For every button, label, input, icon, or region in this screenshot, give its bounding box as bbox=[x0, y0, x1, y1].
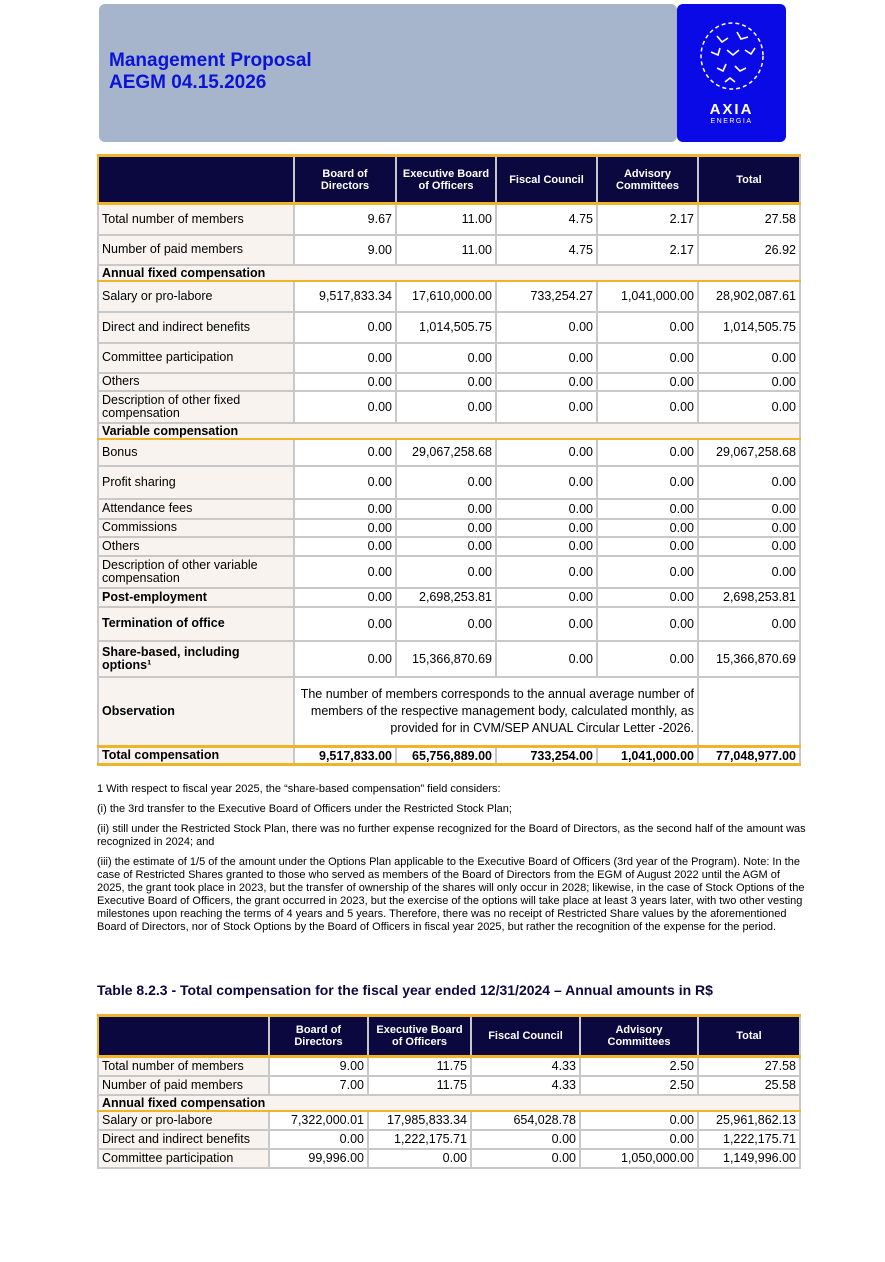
cell-value: 0.00 bbox=[294, 466, 396, 499]
cell-value: 1,050,000.00 bbox=[580, 1149, 698, 1168]
row-label: Committee participation bbox=[98, 1149, 269, 1168]
cell-value: 733,254.27 bbox=[496, 281, 597, 312]
cell-value: 0.00 bbox=[396, 556, 496, 588]
cell-value: 0.00 bbox=[597, 373, 698, 391]
cell-value: 26.92 bbox=[698, 235, 800, 265]
row-label: Termination of office bbox=[98, 607, 294, 641]
table-row bbox=[98, 607, 800, 641]
observation-blank bbox=[698, 677, 800, 747]
cell-value: 7,322,000.01 bbox=[269, 1111, 368, 1130]
cell-value: 0.00 bbox=[597, 641, 698, 677]
cell-value: 0.00 bbox=[496, 466, 597, 499]
observation-text: The number of members corresponds to the annual average number of members of the respective management body, calculated monthly, as provided for in CVM/SEP ANUAL Circular Letter -2026. bbox=[294, 677, 698, 747]
cell-value: 4.33 bbox=[471, 1076, 580, 1095]
column-header: Total bbox=[698, 1016, 800, 1057]
table-row bbox=[98, 204, 800, 235]
cell-value: 0.00 bbox=[496, 607, 597, 641]
cell-value: 2.50 bbox=[580, 1076, 698, 1095]
table-row bbox=[98, 588, 800, 607]
table-row bbox=[98, 1130, 800, 1149]
column-header: Advisory Committees bbox=[580, 1016, 698, 1057]
cell-value: 0.00 bbox=[580, 1111, 698, 1130]
table-row bbox=[98, 439, 800, 466]
cell-value: 0.00 bbox=[294, 556, 396, 588]
cell-value: 11.00 bbox=[396, 235, 496, 265]
cell-value: 0.00 bbox=[698, 499, 800, 519]
cell-value: 1,041,000.00 bbox=[597, 281, 698, 312]
cell-value: 99,996.00 bbox=[269, 1149, 368, 1168]
table-row bbox=[98, 1111, 800, 1130]
row-label: Salary or pro-labore bbox=[98, 281, 294, 312]
cell-value: 0.00 bbox=[496, 641, 597, 677]
row-label: Total number of members bbox=[98, 204, 294, 235]
globe-icon bbox=[697, 22, 767, 94]
document-title bbox=[109, 50, 312, 94]
cell-value: 15,366,870.69 bbox=[698, 641, 800, 677]
header-blank bbox=[98, 156, 294, 204]
cell-value: 0.00 bbox=[698, 373, 800, 391]
cell-value: 654,028.78 bbox=[471, 1111, 580, 1130]
compensation-table-2024 bbox=[97, 1014, 801, 1169]
cell-value: 0.00 bbox=[496, 373, 597, 391]
cell-value: 2.17 bbox=[597, 204, 698, 235]
cell-value: 0.00 bbox=[496, 556, 597, 588]
row-label: Share-based, including options¹ bbox=[98, 641, 294, 677]
header-banner bbox=[99, 4, 677, 142]
cell-value: 0.00 bbox=[698, 519, 800, 537]
cell-value: 1,149,996.00 bbox=[698, 1149, 800, 1168]
row-label: Bonus bbox=[98, 439, 294, 466]
cell-value: 0.00 bbox=[294, 641, 396, 677]
logo-subtitle: ENERGIA bbox=[710, 118, 753, 125]
cell-value: 0.00 bbox=[698, 466, 800, 499]
cell-value: 0.00 bbox=[597, 519, 698, 537]
table-row bbox=[98, 537, 800, 556]
column-header: Board of Directors bbox=[294, 156, 396, 204]
cell-value: 4.75 bbox=[496, 235, 597, 265]
table-row bbox=[98, 1076, 800, 1095]
footnote: 1 With respect to fiscal year 2025, the “share-based compensation” field considers: bbox=[97, 783, 501, 795]
row-label: Others bbox=[98, 537, 294, 556]
table-row bbox=[98, 391, 800, 423]
cell-value: 0.00 bbox=[294, 343, 396, 373]
cell-value: 0.00 bbox=[471, 1130, 580, 1149]
table-row bbox=[98, 641, 800, 677]
section-row bbox=[98, 1095, 800, 1111]
cell-value: 0.00 bbox=[496, 343, 597, 373]
cell-value: 0.00 bbox=[396, 607, 496, 641]
row-label: Total number of members bbox=[98, 1057, 269, 1076]
cell-value: 0.00 bbox=[294, 391, 396, 423]
cell-value: 0.00 bbox=[496, 439, 597, 466]
table-header-row bbox=[98, 156, 800, 204]
cell-value: 9.00 bbox=[294, 235, 396, 265]
table2-title: Table 8.2.3 - Total compensation for the fiscal year ended 12/31/2024 – Annual amounts in R$ bbox=[97, 982, 713, 998]
row-label: Variable compensation bbox=[98, 423, 800, 439]
cell-value: 0.00 bbox=[294, 312, 396, 343]
table-row bbox=[98, 556, 800, 588]
cell-value: 0.00 bbox=[396, 391, 496, 423]
cell-value: 0.00 bbox=[496, 312, 597, 343]
axia-logo bbox=[677, 4, 786, 142]
header-blank bbox=[98, 1016, 269, 1057]
total-value: 65,756,889.00 bbox=[396, 747, 496, 765]
cell-value: 0.00 bbox=[597, 439, 698, 466]
cell-value: 0.00 bbox=[269, 1130, 368, 1149]
total-value: 733,254.00 bbox=[496, 747, 597, 765]
cell-value: 0.00 bbox=[597, 607, 698, 641]
cell-value: 0.00 bbox=[496, 537, 597, 556]
table-row bbox=[98, 281, 800, 312]
observation-row bbox=[98, 677, 800, 747]
cell-value: 29,067,258.68 bbox=[396, 439, 496, 466]
row-label: Description of other fixed compensation bbox=[98, 391, 294, 423]
total-value: 1,041,000.00 bbox=[597, 747, 698, 765]
cell-value: 17,610,000.00 bbox=[396, 281, 496, 312]
cell-value: 0.00 bbox=[471, 1149, 580, 1168]
cell-value: 0.00 bbox=[396, 373, 496, 391]
cell-value: 9,517,833.34 bbox=[294, 281, 396, 312]
cell-value: 0.00 bbox=[294, 607, 396, 641]
table-row bbox=[98, 312, 800, 343]
table-header-row bbox=[98, 1016, 800, 1057]
cell-value: 17,985,833.34 bbox=[368, 1111, 471, 1130]
row-label: Number of paid members bbox=[98, 1076, 269, 1095]
cell-value: 0.00 bbox=[294, 519, 396, 537]
cell-value: 0.00 bbox=[396, 499, 496, 519]
total-value: 77,048,977.00 bbox=[698, 747, 800, 765]
compensation-table-2025 bbox=[97, 154, 801, 766]
row-label: Others bbox=[98, 373, 294, 391]
cell-value: 1,222,175.71 bbox=[698, 1130, 800, 1149]
total-row bbox=[98, 747, 800, 765]
row-label: Salary or pro-labore bbox=[98, 1111, 269, 1130]
cell-value: 0.00 bbox=[294, 537, 396, 556]
cell-value: 0.00 bbox=[396, 343, 496, 373]
table-row bbox=[98, 235, 800, 265]
cell-value: 0.00 bbox=[698, 607, 800, 641]
title-line-2: AEGM 04.15.2026 bbox=[109, 72, 267, 93]
row-label: Direct and indirect benefits bbox=[98, 312, 294, 343]
cell-value: 4.75 bbox=[496, 204, 597, 235]
cell-value: 0.00 bbox=[597, 343, 698, 373]
cell-value: 11.75 bbox=[368, 1076, 471, 1095]
cell-value: 0.00 bbox=[597, 466, 698, 499]
cell-value: 2.17 bbox=[597, 235, 698, 265]
row-label: Number of paid members bbox=[98, 235, 294, 265]
column-header: Advisory Committees bbox=[597, 156, 698, 204]
cell-value: 27.58 bbox=[698, 204, 800, 235]
total-label: Total compensation bbox=[98, 747, 294, 765]
row-label: Annual fixed compensation bbox=[98, 265, 800, 281]
table-row bbox=[98, 1057, 800, 1076]
row-label: Post-employment bbox=[98, 588, 294, 607]
cell-value: 0.00 bbox=[396, 519, 496, 537]
cell-value: 0.00 bbox=[597, 588, 698, 607]
cell-value: 0.00 bbox=[597, 312, 698, 343]
section-row bbox=[98, 423, 800, 439]
column-header: Total bbox=[698, 156, 800, 204]
section-row bbox=[98, 265, 800, 281]
cell-value: 0.00 bbox=[698, 556, 800, 588]
cell-value: 0.00 bbox=[396, 466, 496, 499]
cell-value: 4.33 bbox=[471, 1057, 580, 1076]
row-label: Direct and indirect benefits bbox=[98, 1130, 269, 1149]
cell-value: 27.58 bbox=[698, 1057, 800, 1076]
row-label: Attendance fees bbox=[98, 499, 294, 519]
cell-value: 0.00 bbox=[698, 343, 800, 373]
cell-value: 0.00 bbox=[597, 537, 698, 556]
cell-value: 2.50 bbox=[580, 1057, 698, 1076]
cell-value: 0.00 bbox=[396, 537, 496, 556]
cell-value: 0.00 bbox=[496, 391, 597, 423]
row-label: Description of other variable compensation bbox=[98, 556, 294, 588]
cell-value: 9.00 bbox=[269, 1057, 368, 1076]
cell-value: 2,698,253.81 bbox=[396, 588, 496, 607]
cell-value: 0.00 bbox=[294, 588, 396, 607]
footnote: (i) the 3rd transfer to the Executive Board of Officers under the Restricted Stock Plan; bbox=[97, 803, 512, 815]
cell-value: 28,902,087.61 bbox=[698, 281, 800, 312]
cell-value: 9.67 bbox=[294, 204, 396, 235]
column-header: Board of Directors bbox=[269, 1016, 368, 1057]
cell-value: 0.00 bbox=[294, 373, 396, 391]
observation-label: Observation bbox=[98, 677, 294, 747]
table-row bbox=[98, 1149, 800, 1168]
cell-value: 0.00 bbox=[496, 499, 597, 519]
cell-value: 0.00 bbox=[580, 1130, 698, 1149]
cell-value: 2,698,253.81 bbox=[698, 588, 800, 607]
table-row bbox=[98, 499, 800, 519]
row-label: Commissions bbox=[98, 519, 294, 537]
title-line-1: Management Proposal bbox=[109, 50, 312, 71]
footnote: (ii) still under the Restricted Stock Plan, there was no further expense recognized for the Board of Directors, as the second half of the amount was recognized in 2024; and bbox=[97, 823, 806, 848]
cell-value: 11.75 bbox=[368, 1057, 471, 1076]
cell-value: 0.00 bbox=[368, 1149, 471, 1168]
cell-value: 0.00 bbox=[597, 391, 698, 423]
row-label: Profit sharing bbox=[98, 466, 294, 499]
total-value: 9,517,833.00 bbox=[294, 747, 396, 765]
footnotes bbox=[97, 783, 807, 941]
column-header: Executive Board of Officers bbox=[396, 156, 496, 204]
cell-value: 1,014,505.75 bbox=[698, 312, 800, 343]
cell-value: 1,222,175.71 bbox=[368, 1130, 471, 1149]
cell-value: 25.58 bbox=[698, 1076, 800, 1095]
table-row bbox=[98, 343, 800, 373]
cell-value: 15,366,870.69 bbox=[396, 641, 496, 677]
cell-value: 0.00 bbox=[496, 519, 597, 537]
logo-name: AXIA bbox=[709, 101, 754, 118]
row-label: Committee participation bbox=[98, 343, 294, 373]
table-row bbox=[98, 519, 800, 537]
column-header: Fiscal Council bbox=[471, 1016, 580, 1057]
column-header: Executive Board of Officers bbox=[368, 1016, 471, 1057]
row-label: Annual fixed compensation bbox=[98, 1095, 800, 1111]
column-header: Fiscal Council bbox=[496, 156, 597, 204]
cell-value: 1,014,505.75 bbox=[396, 312, 496, 343]
table-row bbox=[98, 466, 800, 499]
cell-value: 0.00 bbox=[294, 499, 396, 519]
cell-value: 25,961,862.13 bbox=[698, 1111, 800, 1130]
cell-value: 0.00 bbox=[597, 556, 698, 588]
cell-value: 0.00 bbox=[597, 499, 698, 519]
cell-value: 7.00 bbox=[269, 1076, 368, 1095]
cell-value: 11.00 bbox=[396, 204, 496, 235]
table-row bbox=[98, 373, 800, 391]
cell-value: 0.00 bbox=[294, 439, 396, 466]
cell-value: 29,067,258.68 bbox=[698, 439, 800, 466]
cell-value: 0.00 bbox=[698, 391, 800, 423]
cell-value: 0.00 bbox=[496, 588, 597, 607]
cell-value: 0.00 bbox=[698, 537, 800, 556]
footnote: (iii) the estimate of 1/5 of the amount under the Options Plan applicable to the Executive Board of Officers (3rd year of the Program). Note: In the case of Restricted Shares granted to those who served as members of the Board of Directors from the EGM of August 2022 until the AGM of 2025, the grant took place in 2023, but the transfer of ownership of the shares will only occur in 2028; likewise, in the case of Stock Options of the Executive Board of Officers, the grant occurred in 2023, but the exercise of the options will take place at least 3 years later, with two other vesting milestones upon reaching the terms of 4 years and 5 years. Therefore, there was no receipt of Restricted Share values by the aforementioned Board of Directors, nor of Stock Options by the Board of Officers in fiscal year 2025, but rather the recognition of the expense for the period. bbox=[97, 856, 805, 933]
